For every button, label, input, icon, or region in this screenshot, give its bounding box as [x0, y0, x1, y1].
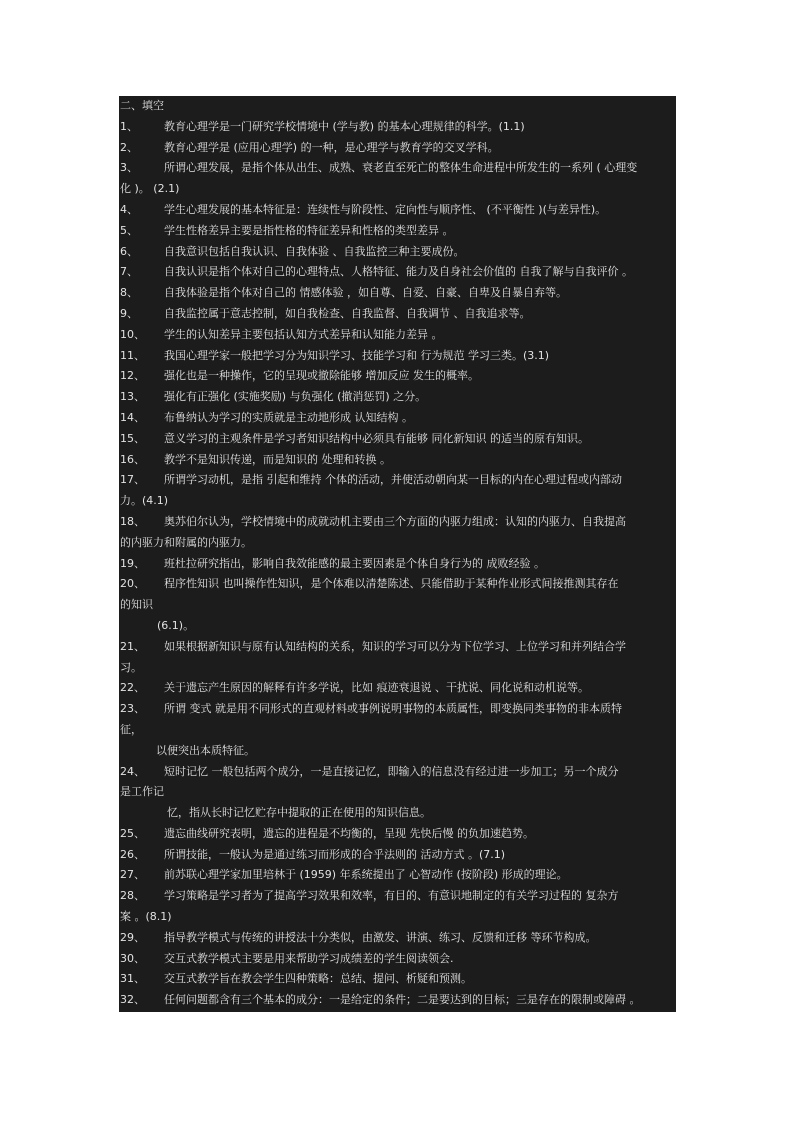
- list-item: [119, 990, 676, 1011]
- list-item: [119, 886, 676, 928]
- item-number: 28、: [120, 889, 145, 903]
- list-item: [119, 637, 676, 679]
- list-item: [119, 845, 676, 866]
- item-text: 交互式教学模式主要是用来帮助学习成绩差的学生阅读领会.: [164, 951, 454, 965]
- list-item-first-line: [119, 762, 676, 783]
- list-item-first-line: [119, 865, 676, 886]
- item-text: 奥苏伯尔认为，学校情境中的成就动机主要由三个方面的内驱力组成：认知的内驱力、自我提高: [164, 514, 626, 528]
- item-text: 遗忘曲线研究表明，遗忘的进程是不均衡的，呈现 先快后慢 的负加速趋势。: [164, 826, 534, 840]
- item-text: 学生心理发展的基本特征是：连续性与阶段性、定向性与顺序性、 (不平衡性 )(与差异性)。: [164, 202, 607, 216]
- list-item: [119, 304, 676, 325]
- list-item: [119, 865, 676, 886]
- item-number: 24、: [120, 764, 145, 778]
- item-number: 1、: [120, 119, 138, 133]
- item-text: 学习策略是学习者为了提高学习效果和效率，有目的、有意识地制定的有关学习过程的 复杂方: [164, 889, 619, 903]
- item-number: 3、: [120, 161, 138, 175]
- item-text: 自我认识是指个体对自己的心理特点、人格特征、能力及自身社会价值的 自我了解与自我评价 。: [164, 265, 633, 279]
- item-text: 教育心理学是一门研究学校情境中 (学与教) 的基本心理规律的科学。(1.1): [164, 119, 525, 133]
- item-text: 教育心理学是 (应用心理学) 的一种，是心理学与教育学的交叉学科。: [164, 140, 499, 154]
- list-item: [119, 200, 676, 221]
- item-number: 8、: [120, 286, 138, 300]
- item-text: 自我意识包括自我认识、自我体验 、自我监控三种主要成份。: [164, 244, 465, 258]
- item-text: 交互式教学旨在教会学生四种策略：总结、提问、析疑和预测。: [164, 972, 472, 986]
- list-item-first-line: [119, 408, 676, 429]
- item-number: 14、: [120, 410, 145, 424]
- list-item: [119, 346, 676, 367]
- list-item: [119, 366, 676, 387]
- list-item: [119, 283, 676, 304]
- list-item-first-line: [119, 429, 676, 450]
- item-text: 如果根据新知识与原有认知结构的关系，知识的学习可以分为下位学习、上位学习和并列结合学: [164, 639, 626, 653]
- list-item: [119, 928, 676, 949]
- list-item: [119, 470, 676, 512]
- list-item-first-line: [119, 158, 676, 179]
- item-text: 自我监控属于意志控制，如自我检查、自我监督、自我调节 、自我追求等。: [164, 306, 531, 320]
- item-number: 4、: [120, 202, 138, 216]
- item-continuation-text: (6.1)。: [157, 618, 195, 632]
- list-item-first-line: [119, 262, 676, 283]
- item-number: 5、: [120, 223, 138, 237]
- item-text: 前苏联心理学家加里培林于 (1959) 年系统提出了 心智动作 (按阶段) 形成的理论。: [164, 868, 568, 882]
- item-text: 程序性知识 也叫操作性知识，是个体难以清楚陈述、只能借助于某种作业形式间接推测其存在: [164, 577, 619, 591]
- item-text: 我国心理学家一般把学习分为知识学习、技能学习和 行为规范 学习三类。(3.1): [164, 348, 550, 362]
- list-item: [119, 117, 676, 138]
- list-item-first-line: [119, 554, 676, 575]
- item-text: 短时记忆 一般包括两个成分，一是直接记忆，即输入的信息没有经过进一步加工；另一个成分: [164, 764, 619, 778]
- list-item-first-line: [119, 242, 676, 263]
- list-item-first-line: [119, 387, 676, 408]
- list-item: [119, 512, 676, 554]
- list-item: [119, 969, 676, 990]
- item-continuation-text: 案 。(8.1): [120, 910, 172, 924]
- list-item-first-line: [119, 928, 676, 949]
- item-continuation-text: 力。(4.1): [120, 494, 169, 508]
- item-text: 教学不是知识传递，而是知识的 处理和转换 。: [164, 452, 391, 466]
- item-number: 32、: [120, 993, 145, 1007]
- item-text: 布鲁纳认为学习的实质就是主动地形成 认知结构 。: [164, 410, 413, 424]
- item-number: 30、: [120, 951, 145, 965]
- list-item: [119, 262, 676, 283]
- item-number: 13、: [120, 390, 145, 404]
- item-number: 29、: [120, 930, 145, 944]
- item-text: 自我体验是指个体对自己的 情感体验 ，如自尊、自爱、自豪、自卑及自暴自弃等。: [164, 286, 567, 300]
- item-number: 6、: [120, 244, 138, 258]
- item-number: 12、: [120, 369, 145, 383]
- item-text: 所谓心理发展，是指个体从出生、成熟、衰老直至死亡的整体生命进程中所发生的一系列 ( 心理变: [164, 161, 638, 175]
- list-item: [119, 450, 676, 471]
- item-number: 11、: [120, 348, 145, 362]
- list-item-first-line: [119, 138, 676, 159]
- list-item: [119, 158, 676, 200]
- list-item-first-line: [119, 450, 676, 471]
- item-continuation-text: 习。: [120, 660, 142, 674]
- item-number: 10、: [120, 327, 145, 341]
- list-item-first-line: [119, 949, 676, 970]
- list-item: [119, 554, 676, 575]
- item-continuation-text: 忆，指从长时记忆贮存中提取的正在使用的知识信息。: [167, 806, 431, 820]
- list-item: [119, 138, 676, 159]
- list-item-first-line: [119, 886, 676, 907]
- list-item: [119, 762, 676, 824]
- item-continuation-text: 的内驱力和附属的内驱力。: [120, 535, 252, 549]
- list-item: [119, 678, 676, 699]
- list-item: [119, 408, 676, 429]
- item-number: 18、: [120, 514, 145, 528]
- list-item: [119, 325, 676, 346]
- list-item-first-line: [119, 366, 676, 387]
- item-text: 强化也是一种操作，它的呈现或撤除能够 增加反应 发生的概率。: [164, 369, 479, 383]
- list-item: [119, 387, 676, 408]
- item-number: 7、: [120, 265, 138, 279]
- list-item-first-line: [119, 470, 676, 491]
- list-item: [119, 824, 676, 845]
- item-text: 意义学习的主观条件是学习者知识结构中必须具有能够 同化新知识 的适当的原有知识。: [164, 431, 589, 445]
- list-item-first-line: [119, 824, 676, 845]
- item-continuation-text: 是工作记: [120, 785, 164, 799]
- list-item: [119, 699, 676, 761]
- item-text: 所谓学习动机，是指 引起和维持 个体的活动，并使活动朝向某一目标的内在心理过程或内部动: [164, 473, 622, 487]
- item-text: 所谓 变式 就是用不同形式的直观材料或事例说明事物的本质属性，即变换同类事物的非本质特: [164, 702, 622, 716]
- item-number: 20、: [120, 577, 145, 591]
- list-item-first-line: [119, 969, 676, 990]
- fill-in-list: [119, 117, 676, 1011]
- item-number: 15、: [120, 431, 145, 445]
- list-item: [119, 949, 676, 970]
- document-text-block: [119, 96, 676, 1012]
- item-number: 25、: [120, 826, 145, 840]
- item-continuation-text: 的知识: [120, 598, 153, 612]
- list-item-first-line: [119, 221, 676, 242]
- item-continuation-text: 征，: [120, 722, 142, 736]
- list-item-first-line: [119, 200, 676, 221]
- list-item-first-line: [119, 512, 676, 533]
- list-item-first-line: [119, 678, 676, 699]
- list-item-first-line: [119, 325, 676, 346]
- item-text: 班杜拉研究指出，影响自我效能感的最主要因素是个体自身行为的 成败经验 。: [164, 556, 545, 570]
- item-text: 学生的认知差异主要包括认知方式差异和认知能力差异 。: [164, 327, 443, 341]
- item-text: 强化有正强化 (实施奖励) 与负强化 (撤消惩罚) 之分。: [164, 390, 427, 404]
- list-item-first-line: [119, 117, 676, 138]
- list-item-first-line: [119, 637, 676, 658]
- item-number: 26、: [120, 847, 145, 861]
- item-number: 17、: [120, 473, 145, 487]
- item-text: 任何问题都含有三个基本的成分：一是给定的条件；二是要达到的目标；三是存在的限制或障碍 。: [164, 993, 641, 1007]
- item-continuation-text: 以便突出本质特征。: [156, 743, 255, 757]
- list-item: [119, 242, 676, 263]
- list-item: [119, 574, 676, 636]
- item-text: 指导教学模式与传统的讲授法十分类似，由激发、讲演、练习、反馈和迁移 等环节构成。: [164, 930, 597, 944]
- item-text: 关于遗忘产生原因的解释有许多学说，比如 痕迹衰退说 、干扰说、同化说和动机说等。: [164, 681, 589, 695]
- item-continuation-text: 化 )。 (2.1): [120, 182, 180, 196]
- item-number: 16、: [120, 452, 145, 466]
- list-item: [119, 429, 676, 450]
- item-number: 9、: [120, 306, 138, 320]
- list-item-first-line: [119, 845, 676, 866]
- item-number: 22、: [120, 681, 145, 695]
- list-item-first-line: [119, 699, 676, 720]
- list-item-first-line: [119, 283, 676, 304]
- item-number: 19、: [120, 556, 145, 570]
- list-item-first-line: [119, 990, 676, 1011]
- list-item-first-line: [119, 346, 676, 367]
- list-item: [119, 221, 676, 242]
- item-text: 学生性格差异主要是指性格的特征差异和性格的类型差异 。: [164, 223, 454, 237]
- item-number: 21、: [120, 639, 145, 653]
- item-text: 所谓技能，一般认为是通过练习而形成的合乎法则的 活动方式 。(7.1): [164, 847, 506, 861]
- item-number: 23、: [120, 702, 145, 716]
- item-number: 27、: [120, 868, 145, 882]
- list-item-first-line: [119, 304, 676, 325]
- section-title: 二、填空: [120, 99, 164, 112]
- item-number: 2、: [120, 140, 138, 154]
- list-item-first-line: [119, 574, 676, 595]
- item-number: 31、: [120, 972, 145, 986]
